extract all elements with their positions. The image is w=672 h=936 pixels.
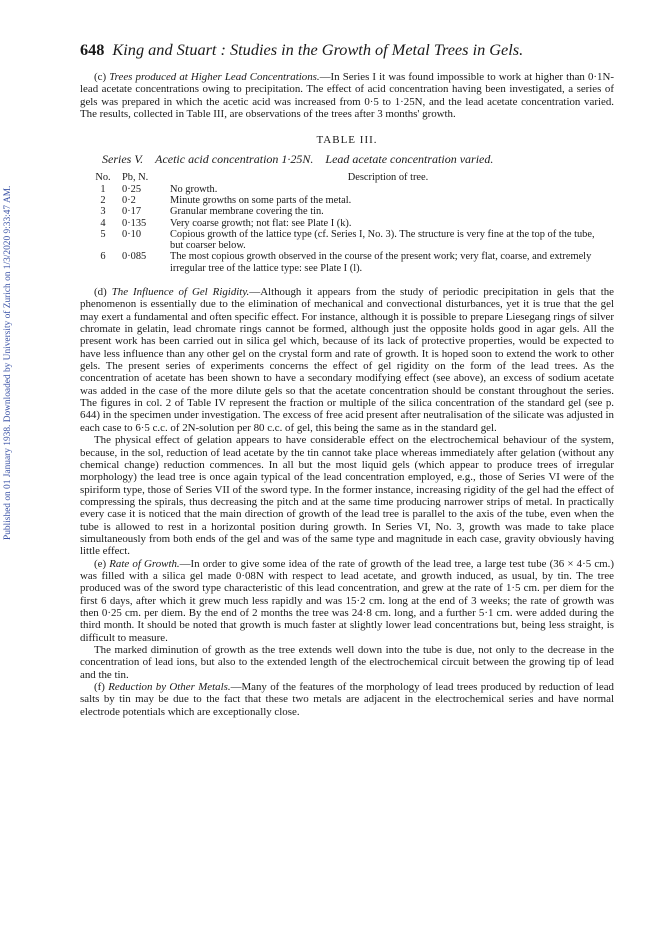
section-c-text: —In Series I it was found impossible to work at higher than 0·1N-lead acetate concentrations owing to precipitation. The effect of acid concentration having been investigated, a series of gels was prepared in which the acetic acid was increased from 0·5 to 1·25N, and the lead acetate concentration varied. The results, collected in Table III, are observations of the trees after 3 months' growth. xyxy=(80,71,614,121)
cell-pb: 0·2 xyxy=(122,194,136,206)
page-body xyxy=(80,40,614,718)
table-row xyxy=(86,184,606,195)
cell-no: 3 xyxy=(100,206,106,218)
section-e-paragraph xyxy=(80,558,614,644)
col-header-pb: Pb, N. xyxy=(122,172,149,184)
table-header-row xyxy=(86,172,606,183)
table-row xyxy=(86,206,606,217)
cell-desc: Very coarse growth; not flat: see Plate I (k). xyxy=(170,217,352,229)
table-lead: Lead acetate concentration varied. xyxy=(325,152,494,167)
section-f-label: (f) xyxy=(94,681,109,694)
cell-desc: Granular membrane covering the tin. xyxy=(170,206,324,218)
table-row xyxy=(86,195,606,206)
cell-pb: 0·135 xyxy=(122,217,147,229)
section-d-label: (d) xyxy=(94,286,112,299)
cell-no: 2 xyxy=(100,194,106,206)
section-f-heading: Reduction by Other Metals. xyxy=(108,681,231,694)
page-number: 648 xyxy=(80,40,105,59)
download-watermark-text: Published on 01 January 1938. Downloaded by University of Zurich on 1/3/2020 9:33:47 AM. xyxy=(3,185,13,540)
table-caption xyxy=(102,152,614,167)
results-table xyxy=(86,172,606,274)
cell-desc: No growth. xyxy=(170,183,218,195)
download-watermark xyxy=(0,70,18,870)
section-d-heading: The Influence of Gel Rigidity. xyxy=(111,286,250,299)
section-e-heading: Rate of Growth. xyxy=(109,557,180,570)
running-title: King and Stuart : Studies in the Growth of Metal Trees in Gels. xyxy=(112,40,524,59)
table-row xyxy=(86,229,606,252)
cell-desc: The most copious growth observed in the course of the present work; very flat, coarse, and extremely irregular tree of the lattice type: see Plate I (l). xyxy=(170,251,592,274)
cell-pb: 0·10 xyxy=(122,228,142,240)
running-header xyxy=(80,40,614,60)
col-header-no: No. xyxy=(95,172,111,184)
cell-no: 1 xyxy=(100,183,106,195)
table-row xyxy=(86,218,606,229)
section-d-paragraph-2: The physical effect of gelation appears to have considerable effect on the electrochemical behaviour of the system, because, in the sol, reduction of lead acetate by the tin cannot take place whereas immediately after gelation (without any chemical change) reduction commences. In all but the most liquid gels (which appear to produce trees of irregular morphology) the lead tree is once again typical of the lead concentration employed, e.g., those of Series VI were of the spiriform type, those of Series VII of the sword type. In the former instance, increasing rigidity of the gel had the effect of compressing the spirals, thus decreasing the pitch and at the same time producing narrower strips of metal. In practically every case it is noticed that the main direction of growth of the lead tree is parallel to the axis of the tube, even when the tube is allowed to rest in a horizontal position during growth. In Series VI, No. 3, growth was made to take place simultaneously from both ends of the gel and was of the same type and magnitude in each case, gravity obviously having little effect. xyxy=(80,434,614,558)
section-e-text: —In order to give some idea of the rate of growth of the lead tree, a large test tube (36 × 4·5 cm.) was filled with a silica gel made 0·08N with respect to lead acetate, and growth induced, as usual, by tin. The tree produced was of the sword type characteristic of this lead concentration, and grew at the rate of 1·5 cm. per diem for the first 6 days, after which it grew much less rapidly and was 15·2 cm. long at the end of 3 weeks; the rate of growth was then 0·25 cm. per diem. By the end of 2 months the tree was 24·8 cm. long, and a further 5·1 cm. were added during the third month. It should be noted that growth is much faster at slightly lower lead concentrations but, being less straight, is difficult to measure. xyxy=(80,557,614,644)
col-header-desc: Description of tree. xyxy=(347,172,429,184)
cell-pb: 0·085 xyxy=(122,251,147,263)
section-e-label: (e) xyxy=(94,557,110,570)
section-d-text: —Although it appears from the study of periodic precipitation in gels that the phenomenon is essentially due to the elimination of mechanical and convectional disturbances, yet it is true that the gel may exert a fundamental and often specific effect. For instance, although it is possible to prepare Liesegang rings of silver chromate in gelatin, lead chromate rings cannot be formed, although just the opposite holds good in agar gels. All the present work has been carried out in silica gel which, because of its lack of protective properties, would be expected to have less influence than any other gel on the crystal form and rate of growth. It is hoped soon to extend the work to other gels. The present series of experiments concerns the effect of gel rigidity on the form of the lead trees. As the concentration of acetate has been shown to have a secondary modifying effect (see above), an excess of sodium acetate was added in the case of the more dilute gels so that the acetate concentration should be constant throughout the series. The figures in col. 2 of Table IV represent the fraction or multiple of the silica concentration of the standard gel (see p. 644) in the specimen under investigation. The excess of free acid present after neutralisation of the silicate was adjusted in each case to 6·5 c.c. of 2N-solution per 80 c.c. of gel, this being the same as in the standard gel. xyxy=(80,286,615,434)
table-acid: Acetic acid concentration 1·25N. xyxy=(155,152,314,167)
cell-no: 6 xyxy=(100,251,106,263)
section-f-paragraph xyxy=(80,681,614,718)
section-d-paragraph xyxy=(80,286,614,434)
section-c-heading: Trees produced at Higher Lead Concentrations. xyxy=(109,71,320,83)
section-c-label: (c) xyxy=(94,71,110,83)
cell-desc: Minute growths on some parts of the metal. xyxy=(170,194,352,206)
cell-desc: Copious growth of the lattice type (cf. Series I, No. 3). The structure is very fine at the top of the tube, but coarser below. xyxy=(170,228,595,252)
table-title: TABLE III. xyxy=(316,134,378,147)
cell-pb: 0·25 xyxy=(122,183,142,195)
table-row xyxy=(86,251,606,274)
cell-no: 5 xyxy=(100,228,106,240)
section-e-paragraph-2: The marked diminution of growth as the tree extends well down into the tube is due, not only to the decrease in the concentration of lead ions, but also to the extended length of the electrochemical circuit between the growing tip of lead and the tin. xyxy=(80,644,614,681)
section-f-text: —Many of the features of the morphology of lead trees produced by reduction of lead salts by tin may be due to the fact that these two metals are adjacent in the electrochemical series and have normal electrode potentials which are exceptionally close. xyxy=(80,681,614,718)
table-series: Series V. xyxy=(102,152,144,167)
section-c-paragraph xyxy=(80,71,614,120)
cell-pb: 0·17 xyxy=(122,206,142,218)
cell-no: 4 xyxy=(100,217,106,229)
